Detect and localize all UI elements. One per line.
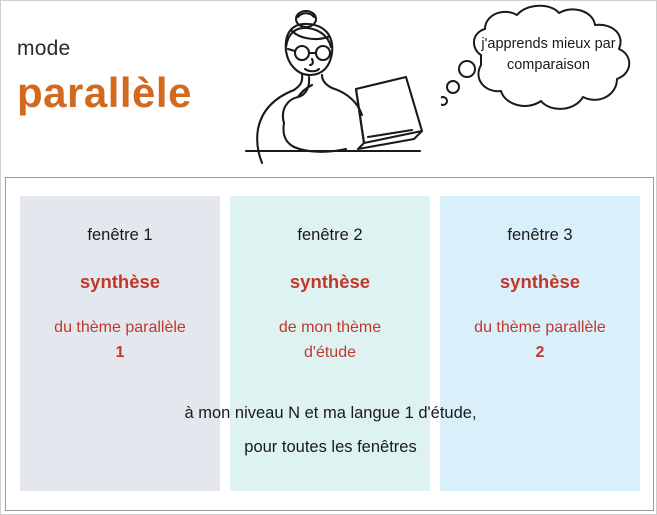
window-label-2: fenêtre 2	[297, 226, 363, 244]
window-column-3[interactable]	[440, 196, 640, 491]
windows-columns	[20, 196, 640, 491]
header	[1, 1, 657, 177]
theme-line1-2: de mon thème	[278, 319, 382, 336]
theme-line1-3: du thème parallèle	[474, 319, 606, 336]
footer-line-2: pour toutes les fenêtres	[244, 438, 417, 456]
person-thinking-at-laptop-illustration	[206, 3, 436, 177]
theme-text-1	[20, 315, 220, 365]
theme-line2-3: 2	[535, 344, 545, 361]
window-label-1: fenêtre 1	[87, 226, 153, 244]
synthesis-label-1: synthèse	[79, 271, 161, 292]
synthesis-label-2: synthèse	[289, 271, 371, 292]
theme-text-2	[230, 315, 430, 365]
mode-label: mode	[17, 37, 71, 60]
windows-panel	[5, 177, 654, 511]
window-column-2[interactable]	[230, 196, 430, 491]
theme-text-3	[440, 315, 640, 365]
thought-bubble-text: j'apprends mieux par comparaison	[481, 36, 616, 73]
theme-line2-2: d'étude	[304, 344, 356, 361]
page-title: parallèle	[17, 69, 192, 116]
footer-line-1: à mon niveau N et ma langue 1 d'étude,	[184, 404, 477, 422]
synthesis-label-3: synthèse	[499, 271, 581, 292]
theme-line2-1: 1	[115, 344, 125, 361]
window-label-3: fenêtre 3	[507, 226, 573, 244]
window-column-1[interactable]	[20, 196, 220, 491]
theme-line1-1: du thème parallèle	[54, 319, 186, 336]
